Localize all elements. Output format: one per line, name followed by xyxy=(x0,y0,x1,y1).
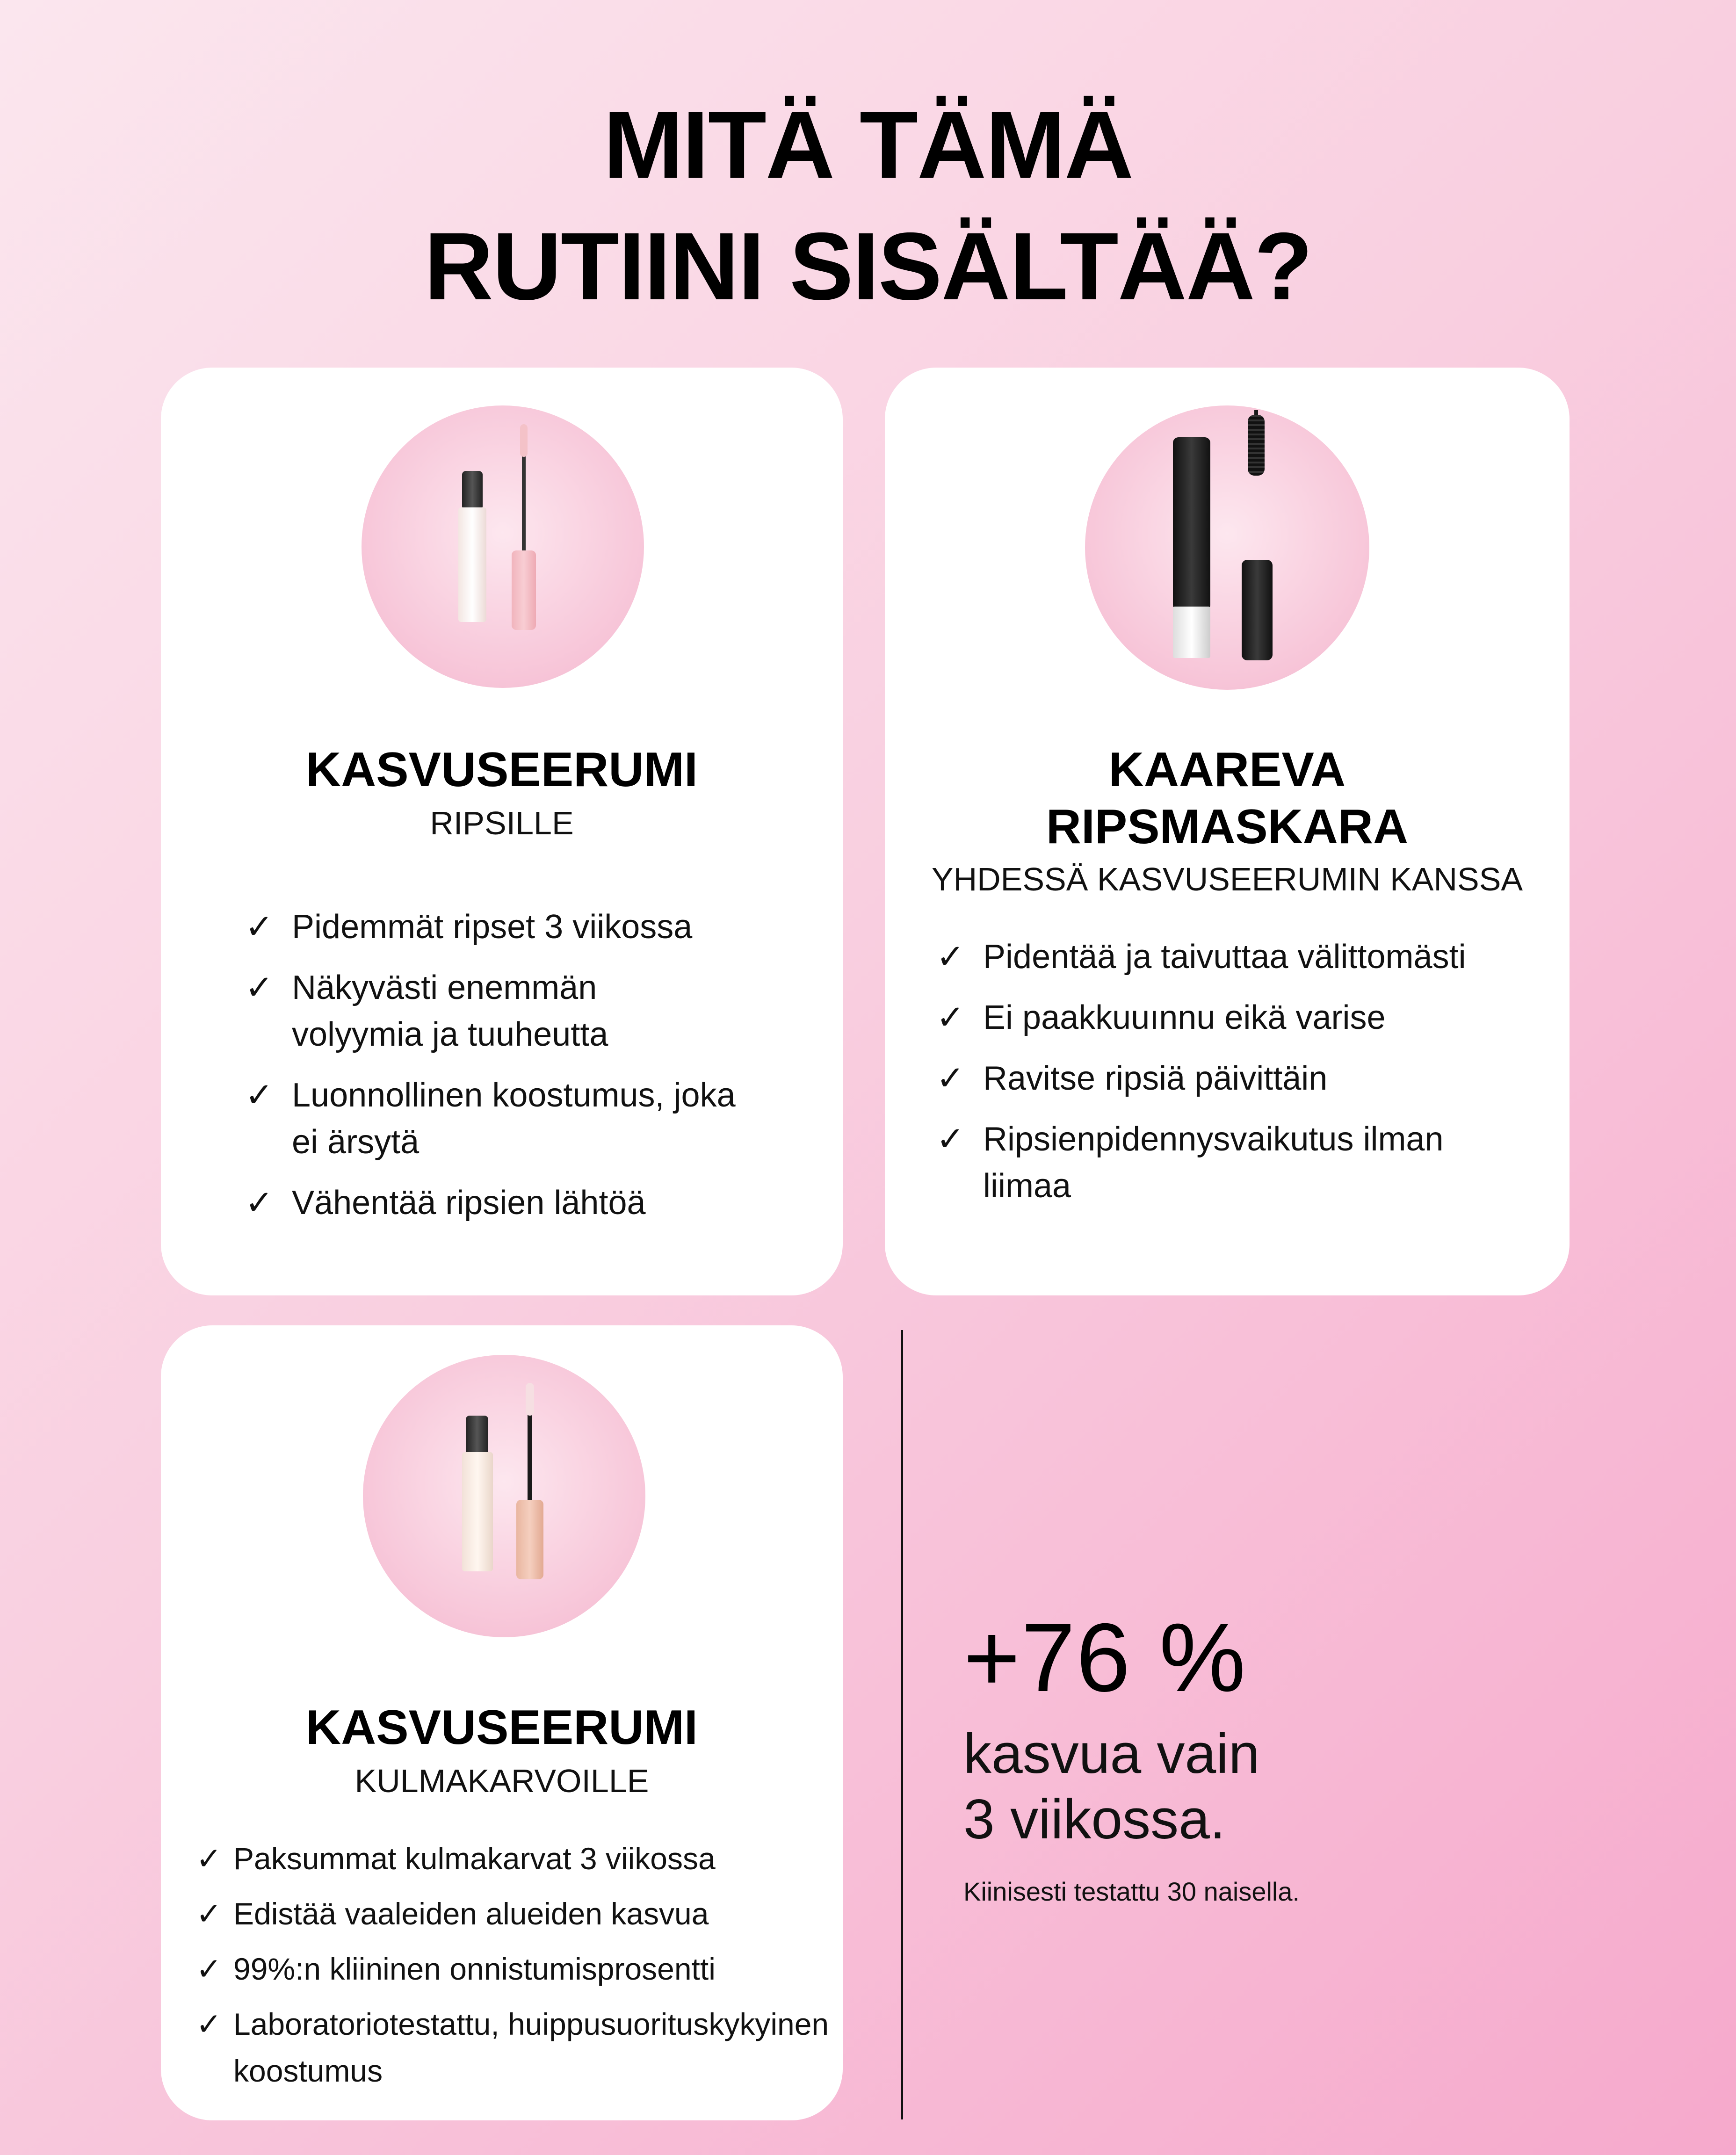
check-icon: ✓ xyxy=(196,1896,222,1931)
product-subtitle: KULMAKARVOILLE xyxy=(354,1763,649,1799)
stat-line1: kasvua vain xyxy=(963,1722,1260,1785)
check-icon: ✓ xyxy=(196,1841,222,1876)
product-subtitle: YHDESSÄ KASVUSEERUMIN KANSSA xyxy=(931,861,1523,897)
feature-list xyxy=(196,1835,832,2103)
feature-item: ✓ Pidentää ja taivuttaa välittomästi xyxy=(936,933,1554,980)
check-icon: ✓ xyxy=(196,1952,222,1986)
check-icon: ✓ xyxy=(936,938,965,976)
feature-item: ✓ Edistää vaaleiden alueiden kasvua xyxy=(196,1890,832,1937)
check-icon: ✓ xyxy=(936,1121,965,1158)
check-icon: ✓ xyxy=(245,908,274,946)
check-icon: ✓ xyxy=(245,1077,274,1114)
product-card-brow-serum xyxy=(161,1325,843,2120)
feature-item: ✓ Ei paakkuuınnu eikä varise xyxy=(936,994,1554,1041)
check-icon: ✓ xyxy=(245,969,274,1006)
check-icon: ✓ xyxy=(245,1184,274,1222)
vertical-divider xyxy=(901,1330,903,2119)
mascara-handle xyxy=(1242,560,1273,660)
feature-item: ✓ Ripsienpidennysvaikutus ilman liimaa xyxy=(936,1116,1451,1209)
product-title: KASVUSEERUMI xyxy=(306,743,698,797)
feature-list xyxy=(936,933,1554,1223)
feature-item: ✓ Ravitse ripsiä päivittäin xyxy=(936,1055,1554,1102)
feature-list xyxy=(245,904,825,1240)
product-title-line1: KAAREVA xyxy=(1108,743,1346,797)
serum-bottle xyxy=(462,1452,493,1571)
serum-wand-tip xyxy=(526,1383,534,1416)
product-subtitle: RIPSILLE xyxy=(430,805,574,841)
serum-applicator xyxy=(516,1500,543,1579)
product-image-lash-serum xyxy=(362,405,644,688)
feature-item: ✓ Luonnollinen koostumus, joka ei ärsytä xyxy=(245,1072,741,1165)
serum-cap xyxy=(462,471,483,508)
feature-item: ✓ Näkyvästi enemmän volyymia ja tuuheutta xyxy=(245,964,713,1058)
mascara-tube xyxy=(1173,437,1210,610)
serum-bottle xyxy=(458,507,486,622)
mascara-brush xyxy=(1248,415,1265,476)
check-icon: ✓ xyxy=(936,999,965,1036)
feature-item: ✓ Vähentää ripsien lähtöä xyxy=(245,1179,825,1226)
feature-item: ✓ Paksummat kulmakarvat 3 viikossa xyxy=(196,1835,832,1882)
product-card-mascara xyxy=(885,368,1570,1295)
mascara-base xyxy=(1173,607,1210,658)
product-card-lash-serum xyxy=(161,368,843,1295)
stat-value: +76 % xyxy=(963,1604,1247,1712)
product-title-line2: RIPSMASKARA xyxy=(1046,800,1409,854)
check-icon: ✓ xyxy=(936,1060,965,1097)
feature-item: ✓ 99%:n kliininen onnistumisprosentti xyxy=(196,1945,832,1992)
serum-wand-tip xyxy=(520,424,528,457)
serum-cap xyxy=(466,1416,488,1453)
check-icon: ✓ xyxy=(196,2007,222,2041)
page-title xyxy=(0,84,1736,327)
stat-line2: 3 viikossa. xyxy=(963,1788,1226,1851)
stat-note: Kiinisesti testattu 30 naisella. xyxy=(963,1877,1300,1906)
page-title-line2: RUTIINI SISÄLTÄÄ? xyxy=(424,213,1312,320)
product-title: KASVUSEERUMI xyxy=(306,1700,698,1755)
feature-item: ✓ Laboratoriotestattu, huippusuorituskykyinen koostumus xyxy=(196,2001,832,2094)
page-title-line1: MITÄ TÄMÄ xyxy=(603,91,1133,198)
growth-stat xyxy=(963,1604,1571,1908)
product-image-mascara xyxy=(1085,405,1369,690)
feature-item: ✓ Pidemmät ripset 3 viikossa xyxy=(245,904,825,950)
product-image-brow-serum xyxy=(363,1355,645,1637)
serum-applicator xyxy=(512,550,536,630)
